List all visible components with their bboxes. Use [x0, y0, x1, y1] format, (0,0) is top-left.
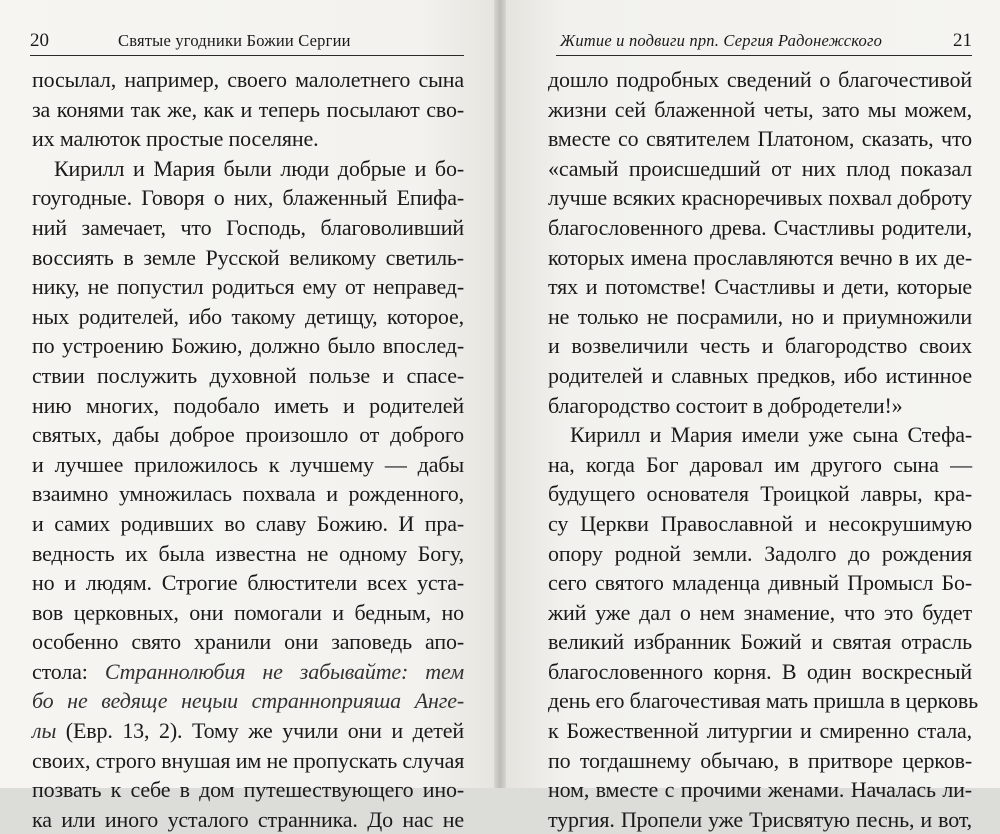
right-body-text: [548, 65, 978, 834]
text-line: ных родителей, ибо такому детищу, которое,: [32, 303, 464, 329]
text-line: ведность их была известна не одному Богу,: [32, 540, 464, 566]
text-line: Кирилл и Мария были люди добрые и бо-: [54, 155, 464, 181]
text-line: ка или иного усталого странника. До нас не: [32, 806, 464, 832]
text-line: ствии послужить духовной пользе и спасе-: [32, 362, 464, 388]
right-page-number: 21: [953, 30, 972, 51]
right-running-head-title: Житие и подвиги прп. Сергия Радонежского: [560, 31, 883, 50]
text-line: гоугодные. Говоря о них, блаженный Епифа-: [32, 185, 464, 211]
text-line: опору родной земли. Задолго до рождения: [548, 540, 972, 566]
text-line: жий уже дал о нем знамение, что это будет: [548, 599, 972, 625]
text-line: нику, не попустил родиться ему от неправед-: [32, 274, 464, 300]
text-line: по тогдашнему обычаю, в притворе церков-: [548, 747, 972, 773]
text-line: и возвеличили честь и благородство своих: [548, 333, 972, 359]
right-page: [506, 0, 1000, 832]
text-line: ном, вместе с прочими женами. Началась ли-: [548, 777, 972, 803]
text-line: будущего основателя Троицкой лавры, кра-: [548, 481, 972, 507]
text-line: великий избранник Божий и святая отрасль: [548, 629, 972, 655]
text-line: нию многих, подобало иметь и родителей: [32, 392, 464, 418]
text-line: родителей и славных предков, ибо истинное: [548, 362, 972, 388]
right-running-head: [556, 28, 972, 54]
text-line: сего святого младенца дивный Промысл Бо-: [548, 570, 972, 596]
text-fragment: (Евр. 13, 2). Тому же учили они и детей: [56, 718, 464, 744]
text-line: на, когда Бог даровал им другого сына —: [548, 451, 972, 477]
text-fragment: стола:: [32, 658, 105, 684]
left-body-text: [32, 65, 464, 834]
left-header-rule: [30, 55, 464, 56]
text-line: жизни сей блаженной четы, зато мы можем,: [548, 96, 972, 122]
text-line: ний замечает, что Господь, благоволивший: [32, 214, 464, 240]
left-page: [0, 0, 494, 832]
text-line: лучше всяких красноречивых похвал доброту: [548, 185, 972, 211]
text-line: дошло подробных сведений о благочестивой: [548, 67, 972, 92]
text-line: не только не посрамили, но и приумножили: [548, 303, 972, 329]
text-line: [32, 657, 464, 687]
text-line: благословенного корня. В один воскресный: [548, 658, 972, 684]
scripture-quote: бо не ведяще нецыи странноприяша Анге-: [32, 688, 464, 714]
text-line: воссиять в земле Русской великому светиль-: [32, 244, 464, 270]
text-line: су Церкви Православной и несокрушимую: [548, 510, 972, 536]
text-line: своих, строго внушая им не пропускать случая: [32, 747, 465, 773]
text-line: которых имена прославляются вечно в их де-: [548, 244, 972, 270]
text-line: по устроению Божию, должно было впослед-: [32, 333, 464, 359]
text-line: «самый происшедший от них плод показал: [548, 155, 972, 181]
text-line: [32, 686, 464, 716]
scripture-quote: лы: [32, 718, 57, 744]
text-line: благородство состоит в добродетели!»: [548, 392, 903, 418]
text-line: Кирилл и Мария имели уже сына Стефа-: [570, 422, 972, 448]
right-header-rule: [556, 55, 972, 56]
text-line: тургия. Пропели уже Трисвятую песнь, и вот,: [548, 806, 972, 832]
text-line: за конями так же, как и теперь посылают сво-: [32, 96, 464, 122]
text-line: и самих родивших во славу Божию. И пра-: [32, 510, 464, 536]
text-line: вов церковных, они помогали и бедным, но: [32, 599, 464, 625]
text-line: их малюток простые поселяне.: [32, 126, 319, 152]
left-page-number: 20: [30, 30, 49, 51]
book-gutter: [494, 0, 506, 788]
text-line: особенно свято хранили они заповедь апо-: [32, 629, 464, 655]
text-line: взаимно умножилась похвала и рожденного,: [32, 481, 464, 507]
scripture-quote: Страннолюбия не забывайте: тем: [104, 658, 464, 684]
text-line: к Божественной литургии и смиренно стала,: [548, 718, 972, 744]
text-line: и лучшее приложилось к лучшему — дабы: [32, 451, 464, 477]
text-line: вместе со святителем Платоном, сказать, что: [548, 126, 972, 152]
text-line: но и людям. Строгие блюстители всех уста-: [32, 570, 464, 596]
left-running-head-title: Святые угодники Божии Сергии: [118, 31, 351, 50]
text-line: [32, 716, 464, 746]
text-line: день его благочестивая мать пришла в церковь: [548, 688, 978, 714]
text-line: тях и потомстве! Счастливы и дети, которые: [548, 274, 972, 300]
text-line: позвать к себе в дом путешествующего ино-: [32, 777, 464, 803]
left-running-head: [30, 28, 464, 54]
text-line: посылал, например, своего малолетнего сына: [32, 67, 464, 92]
text-line: святых, дабы доброе произошло от доброго: [32, 422, 464, 448]
text-line: благословенного древа. Счастливы родители,: [548, 214, 972, 240]
